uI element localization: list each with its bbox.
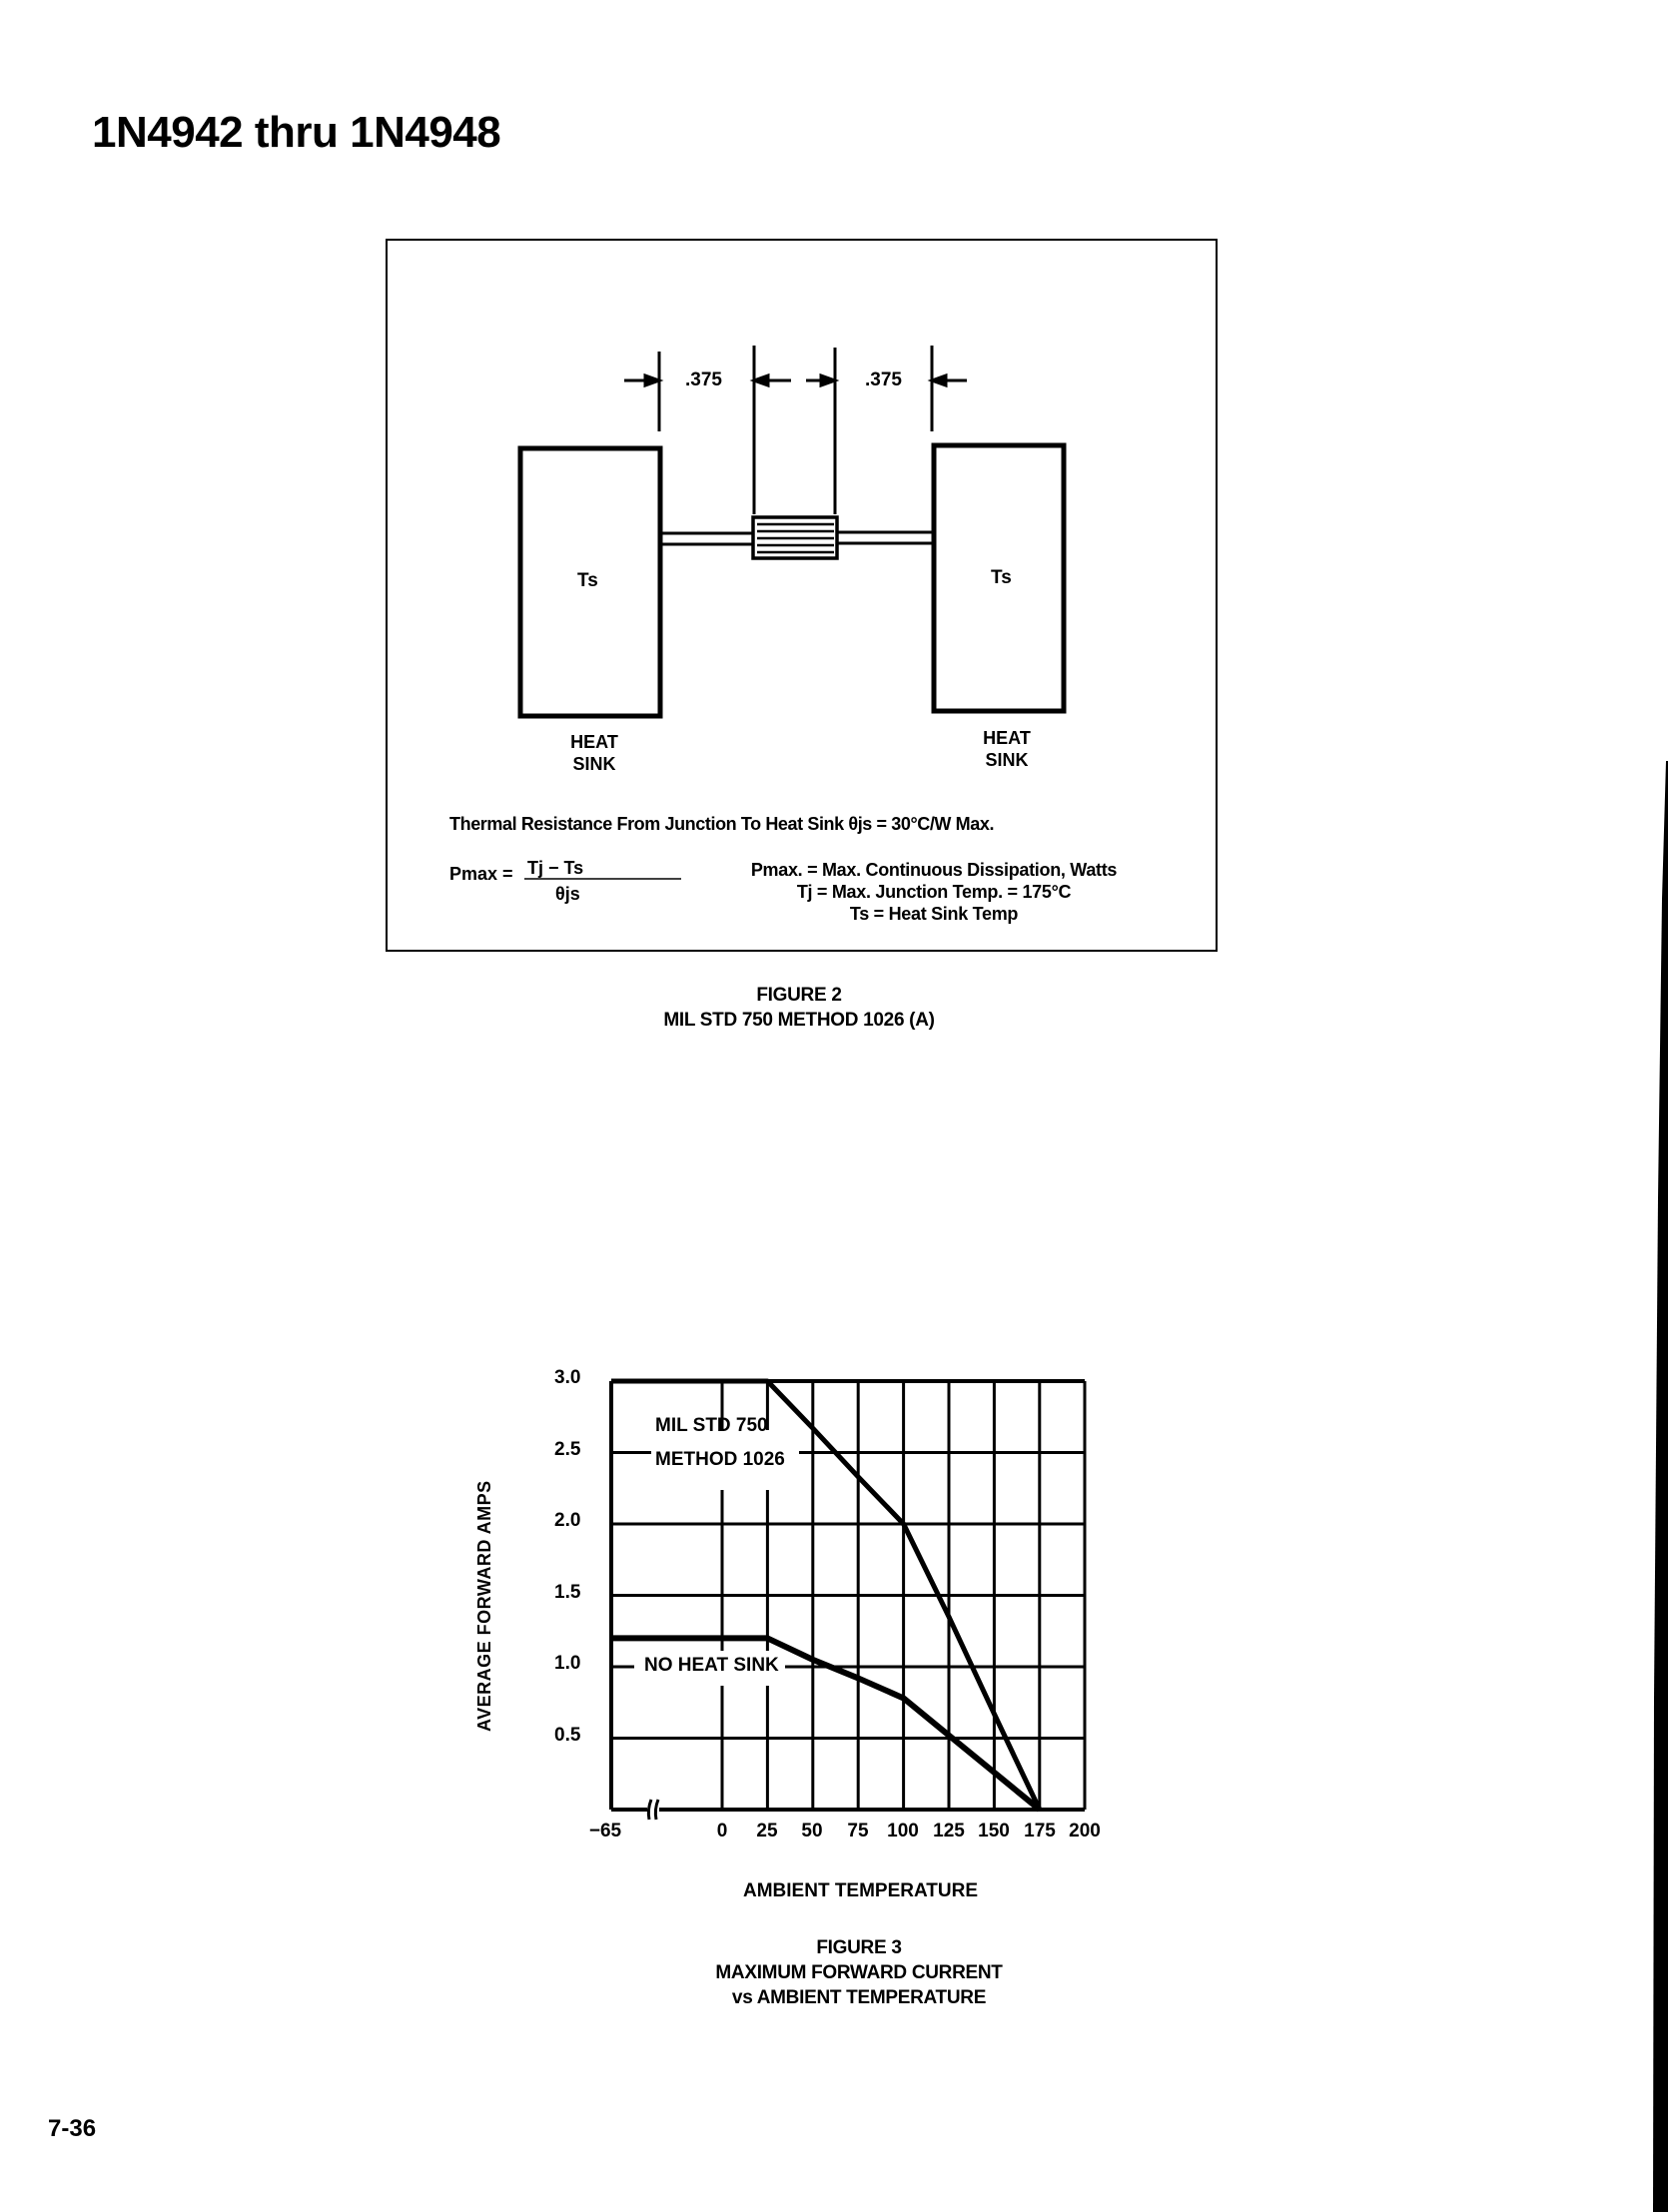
- dimension-label-left: .375: [685, 369, 722, 390]
- heat-sink-right-temp: Ts: [991, 567, 1012, 588]
- legend-tj: Tj = Max. Junction Temp. = 175°C: [796, 882, 1072, 902]
- y-tick-label: 1.0: [554, 1653, 581, 1674]
- document-title: 1N4942 thru 1N4948: [92, 108, 501, 157]
- x-tick-label: −65: [588, 1821, 622, 1842]
- legend-pmax: Pmax. = Max. Continuous Dissipation, Watts: [750, 860, 1118, 880]
- y-axis-title: AVERAGE FORWARD AMPS: [474, 1480, 494, 1732]
- series-label-mil-std-750: MIL STD 750: [655, 1415, 768, 1436]
- y-tick-label: 2.5: [554, 1438, 581, 1460]
- x-tick-label: 175: [1024, 1821, 1056, 1842]
- figure-2-caption-line1: FIGURE 2: [756, 985, 842, 1006]
- figure-3-caption-line1: FIGURE 3: [816, 1937, 902, 1958]
- x-tick-label: 150: [978, 1821, 1010, 1842]
- series-label-method-1026: METHOD 1026: [655, 1449, 785, 1470]
- dimension-arrows: [624, 375, 967, 385]
- axis-break-icon: [647, 1800, 659, 1820]
- y-tick-label: 2.0: [554, 1510, 581, 1531]
- formula-legend: [699, 859, 1169, 925]
- figure-2-diagram: [0, 0, 1668, 999]
- series-mil-std-750-line: [611, 1381, 1040, 1810]
- heat-sink-left-label-line2: SINK: [572, 754, 616, 774]
- figure-2-caption-line2: MIL STD 750 METHOD 1026 (A): [663, 1010, 935, 1031]
- heat-sink-right-label: [967, 727, 1047, 771]
- thermal-resistance-note: Thermal Resistance From Junction To Heat Sink θjs = 30°C/W Max.: [449, 814, 995, 834]
- heat-sink-left-label-line1: HEAT: [570, 732, 618, 752]
- series-label-no-heat-sink: NO HEAT SINK: [644, 1655, 779, 1676]
- x-axis-title: AMBIENT TEMPERATURE: [743, 1880, 979, 1901]
- formula-numerator: Tj − Ts: [527, 858, 584, 878]
- figure-3-caption: [619, 1935, 1099, 2010]
- diode-body: [753, 517, 837, 558]
- formula-denominator: θjs: [555, 884, 580, 904]
- figure-2-caption: [559, 983, 1039, 1033]
- figure-3-caption-line2: MAXIMUM FORWARD CURRENT: [715, 1962, 1003, 1983]
- x-tick-label: 200: [1069, 1821, 1101, 1842]
- heat-sink-right-label-line2: SINK: [985, 750, 1029, 770]
- x-tick-label: 0: [716, 1821, 728, 1842]
- page-number: 7-36: [48, 2115, 97, 2142]
- y-tick-label: 0.5: [554, 1724, 581, 1746]
- dimension-label-right: .375: [865, 369, 902, 390]
- x-tick-label: 25: [756, 1821, 778, 1842]
- heat-sink-left-label: [554, 731, 634, 775]
- x-tick-label: 75: [847, 1821, 869, 1842]
- chart-grid: [611, 1381, 1085, 1810]
- y-tick-label: 3.0: [554, 1367, 581, 1388]
- x-tick-label: 125: [933, 1821, 965, 1842]
- heat-sink-left-temp: Ts: [577, 570, 598, 591]
- x-tick-label: 100: [887, 1821, 919, 1842]
- formula-lhs: Pmax =: [449, 864, 513, 884]
- legend-ts: Ts = Heat Sink Temp: [849, 904, 1019, 924]
- x-tick-label: 50: [801, 1821, 823, 1842]
- y-tick-label: 1.5: [554, 1581, 581, 1603]
- heat-sink-right-label-line1: HEAT: [983, 728, 1031, 748]
- figure-3-caption-line3: vs AMBIENT TEMPERATURE: [731, 1987, 987, 2008]
